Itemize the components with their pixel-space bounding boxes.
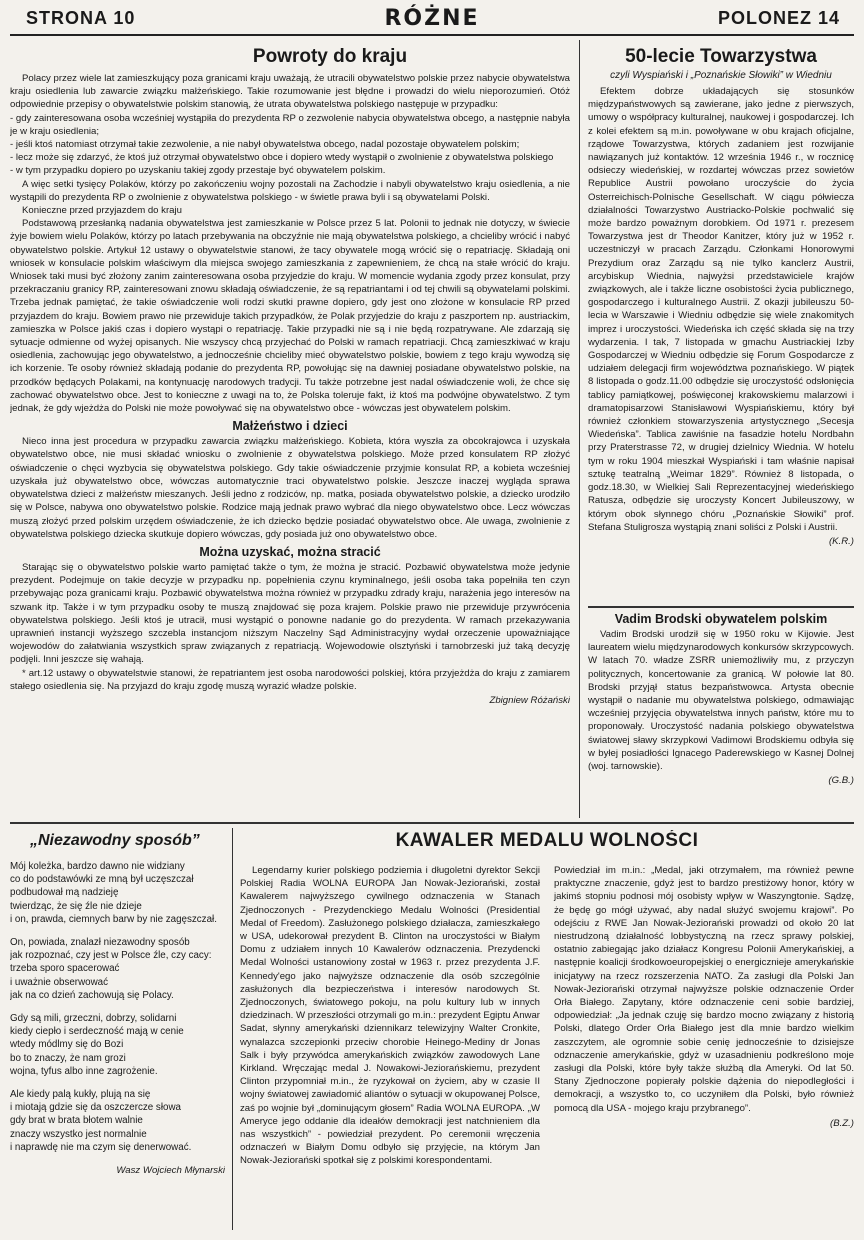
poem-line: gdy brat w brata błotem walnie — [10, 1115, 143, 1127]
article-column-2 — [554, 864, 854, 1130]
footnote: * art.12 ustawy o obywatelstwie stanowi, że repatriantem jest osoba narodowości polskiej, która przyjeżdża do kraju z zamiarem stałego osiedlenia się. Na przyjazd do kraju zgodę muszą wyrazić władze polskie. — [10, 667, 570, 692]
poem-line: kiedy ciepło i serdeczność mają w cenie — [10, 1026, 184, 1038]
article-body — [10, 435, 570, 541]
article-kawaler — [240, 830, 854, 1230]
list-item: - gdy zainteresowana osoba wcześniej wystąpiła do prezydenta RP o zezwolenie nabycia obywatelstwa obcego, a następnie nabyła je w kraju osiedlenia; — [10, 112, 570, 137]
list-item: - jeśli ktoś natomiast otrzymał takie zezwolenie, a nie nabył obywatelstwa obcego, nadal pozostaje obywatelem polskim; — [10, 139, 520, 151]
article-body — [10, 561, 570, 693]
article-brodski — [588, 612, 854, 814]
poem-title: „Niezawodny sposób” — [30, 832, 200, 849]
author-signature: (B.Z.) — [830, 1117, 854, 1129]
paragraph: Efektem dobrze układających się stosunków międzypaństwowych są zawierane, jako jedne z pierwszych, umowy o współpracy kulturalnej, naukowej i gospodarczej. Ich z kolei efektem są m.in. powoływane w obu krajach oficjalne, rządowe Towarzystwa, których zadaniem jest rozwijanie nawiązanych już kontaktów. 12 września 1946 r., w rocznicę odsieczy wiedeńskiej, w rozdartej wówczas przez sowietów Republice Austrii powołano uroczyście do życia Osterreichisch-Polnische Gesellschaft. W ciągu półwiecza działalności Towarzystwo Austriacko-Polskie pochwalić się może bardzo poważnym dorobkiem. Od 1971 r. prezesem Towarzystwa jest dr Theodor Kanitzer, który już w 1952 r. uczestniczył w pracach Zarządu. Członkami Honorowymi Prezydium oraz Zarządu są nie tylko kanclerz Austrii, arcybiskup Wiednia, najwyżsi przedstawiciele krajów związkowych, ale i także liczne osobistości życia publicznego, gospodarczego i kulturalnego Austrii. Z okazji jubileuszu 50-lecia w Warszawie i Wiedniu odbędzie się wiele znakomitych imprez i uroczystości. Wiedeńska ich część składa się na trzy wydarzenia. I tak, 7 listopada w gmachu Austriackiej Izby Gospodarczej w Wiedniu odbędzie się Forum Gospodarcze z udziałem delegacji firm województwa poznańskiego. W piątek 8 listopada o godz.11.00 odbędzie się uroczystość odsłonięcia tablicy pamiątkowej, poświęconej krakowskiemu malarzowi i dramatopisarzowi Stanisławowi Wyspiańskiemu, który był również członkiem stowarzyszenia artystycznego „Secesja Wiedeńska”. Tablica zawiśnie na fasadzie hotelu Nordbahn przy Praterstrasse 72, w drugiej dzielnicy Wiednia. W hotelu tym w roku 1904 mieszkał Wyspiański i tam właśnie napisał sztukę teatralną „Weimar 1829”. Również 8 listopada, o godz.18.30, w Wielkiej Sali Reprezentacyjnej wiedeńskiego Ratusza, odbędzie się uroczysty Koncert Jubileuszowy, w którym obok słynnego chóru „Poznańskie Słowiki” prof. Stefana Stuligrosza wystąpią znani soliści z Polski i Austrii. — [588, 86, 854, 533]
poem-signature: Wasz Wojciech Młynarski — [116, 1165, 225, 1177]
poem-line: Gdy są mili, grzeczni, dobrzy, solidarni — [10, 1013, 177, 1025]
article-body — [10, 72, 570, 415]
article-title: Powroty do kraju — [252, 46, 408, 67]
poem-stanza — [10, 860, 225, 926]
poem-line: znaczy wszystko jest normalnie — [10, 1128, 147, 1140]
poem-line: wojna, tyfus albo inne zagrożenie. — [10, 1065, 158, 1077]
paragraph: Podstawową przesłanką nadania obywatelstwa jest zamieszkanie w Polsce przez 5 lat. Polonii to jednak nie dotyczy, w świecie żyje bowiem wielu Polaków, którzy po latach przebywania na obczyźnie nie mają obywatelstwa polskiego, a chcieliby wrócić i nabyć obywatelstwo polskie. Artykuł 12 ustawy o obywatelstwie stanowi, że tacy obywatele mogą wrócić się o repatriację. Składają oni wniosek w konsulacie polskim właściwym dla miejsca swojego zamieszkania z zapewnieniem, że chcą na stałe wrócić do kraju. Wniosek taki musi być złożony zanim zainteresowana osoba przyjedzie do kraju. W momencie wydania zgody przez konsulat, przy przekraczaniu granicy RP, zainteresowani znowu składają oświadczenie, że są repatriantami i od tej chwili są obywatelami polskimi. Trzeba jednak pamiętać, że takie oświadczenie woli rodzi skutki prawne dopiero, gdy jest ono złożone w konsulacie RP przed przyjazdem do kraju. Bowiem prawo nie przewiduje takich przypadków, że Polak przyjedzie do kraju z paszportem np. austriackim, zamieszka w Polsce jakiś czas i dopiero wystąpi o repatriację. Takie przypadki nie są i nie będą rozpatrywane. Ale zdarzają się sytuacje odmienne od wyżej opisanych. Nie wszyscy chcą przyjechać do Polski w ramach repatriacji. Chcą zamieszkiwać w kraju osiedlenia, zachowując jego obywatelstwo, a jednocześnie chcieliby mieć obywatelstwo polskie, bowiem z tego kraju wywodzą się ich korzenie. Te osoby również składają podanie do prezydenta RP, powołując się na dawniej posiadane obywatelstwo polskie, na przodków będących Polakami, na kontynuację narodowych tradycji. Tu także potrzebne jest nadal oświadczenie woli, że chce się zachować obywatelstwo obce. Jest to konieczne z uwagi na to, że Polska toleruje fakt, iż ktoś ma podwójne obywatelstwo. Z tym jednak, że gdy wjeżdża do Polski nie może powoływać się na obywatelstwo obce - wówczas jest obywatelem polskim. — [10, 218, 570, 415]
article-subtitle: czyli Wyspiański i „Poznańskie Słowiki” w Wiedniu — [610, 70, 832, 81]
poem-line: podbudował mą nadzieję — [10, 887, 119, 899]
poem-line: Mój koleżka, bardzo dawno nie widziany — [10, 861, 185, 872]
page-number: STRONA 10 — [26, 8, 136, 28]
poem-box — [10, 832, 225, 1228]
article-title: 50-lecie Towarzystwa — [625, 46, 817, 67]
subheading-inline: Konieczne przed przyjazdem do kraju — [22, 205, 182, 217]
poem-line: jak na co dzień zachowują się Polacy. — [10, 989, 174, 1001]
subheading: Można uzyskać, można stracić — [199, 544, 381, 559]
subheading: Małżeństwo i dzieci — [232, 419, 348, 434]
list-item: - w tym przypadku dopiero po uzyskaniu takiej zgody przestaje być obywatelem polskim. — [10, 165, 386, 177]
paragraph: Vadim Brodski urodził się w 1950 roku w Kijowie. Jest laureatem wielu międzynarodowych konkursów skrzypcowych. W latach 70. władze ZSRR uniemożliwiły mu, z przyczyn politycznych, koncertowanie za granicą. W połowie lat 80. Brodski przyjął status bezpaństwowca. Artysta obecnie wystąpił o nadanie mu obywatelstwa polskiego, odmawiając wcześniej przyjęcia obywatelstwa innych państw, które mu to proponowały. Uroczystość nadania polskiego obywatelstwa światowej sławy skrzypkowi Vadimowi Brodskiemu odbyła się w byłej posiadłości Ignacego Paderewskiego w Kasnej Dolnej (woj. tarnowskie). — [588, 629, 854, 773]
article-title: Vadim Brodski obywatelem polskim — [614, 612, 828, 626]
paragraph: Powiedział im m.in.: „Medal, jaki otrzymałem, ma również pewne praktyczne znaczenie, gdyż jest to bardzo prestiżowy honor, który w jakimś stopniu podnosi mój osobisty wpływ w Waszyngtonie. Sądzę, że będę go mógł używać, aby nadal służyć swojemu krajowi”. Po odejściu z RWE Jan Nowak-Jeziorański prowadzi od około 20 lat niestrudzoną działalność lobbystyczną na rzecz sprawy polskiej, ostatnio zabiegając jako działacz Kongresu Polonii Amerykańskiej, a następnie koalicji środkowoeuropejskiej o energicznieje amerykańskie inicjatywy na rzecz rozszerzenia NATO. Za zasługi dla Polski Jan Nowak-Jeziorański otrzymał najwyższe polskie odznaczenie Order Orła Białego. Zapytany, które odznaczenie ceni sobie bardziej, odpowiedział: „Ja jednak czuję się bardzo mocno związany z historią Polski, dlatego Order Orła Białego jest dla mnie bardzo wielkim zaszczytem, ale ogromnie sobie cenię jednocześnie to dzisiejsze odznaczenie amerykańskie, gdyż w uzasadnieniu podkreślono moje zasługi dla Polski, które były także służbą dla Ameryki. Od lat 50. Stany Zjednoczone popierały polskie dążenia do niepodległości i demokracji, a wszystko to, co uczyniłem dla Polski, było również pomocą dla USA - mojego kraju przybranego”. — [554, 865, 854, 1114]
poem-line: wtedy módlmy się do Bozi — [10, 1039, 124, 1051]
article-title: KAWALER MEDALU WOLNOŚCI — [395, 830, 699, 851]
article-body — [588, 85, 854, 534]
list-item: - lecz może się zdarzyć, że ktoś już otrzymał obywatelstwo obce i dopiero wtedy wystąpił o zwolnienie z obywatelstwa polskiego — [10, 152, 554, 164]
article-column-1 — [240, 864, 540, 1168]
section-title: RÓŻNE — [384, 6, 480, 31]
poem-stanza — [10, 936, 225, 1002]
paragraph: A więc setki tysięcy Polaków, którzy po zakończeniu wojny pozostali na Zachodzie i nabyli obywatelstwo kraju osiedlenia, a nie wystąpili do prezydenta RP o zwolnienie z obywatelstwa polskiego - w świetle prawa byli i są obywatelami Polski. — [10, 178, 570, 203]
poem-line: jak rozpoznać, czy jest w Polsce źle, czy cacy: — [10, 950, 212, 962]
paragraph: Nieco inna jest procedura w przypadku zawarcia związku małżeńskiego. Kobieta, która wyszła za obcokrajowca i uzyskała obywatelstwo obce, nie musi składać wniosku o zwolnienie z obywatelstwa polskiego. Może przed konsulatem RP złożyć oświadczenie o chęci wyzbycia się obywatelstwa polskiego. Gdy takie oświadczenie przyjmie konsulat RP, a kobieta wcześniej uzyskała już obywatelstwo obce, wówczas automatycznie traci obywatelstwo polskie. Jeszcze inaczej wygląda sprawa obywatelstwa dzieci z małżeństw mieszanych. Jeśli jedno z rodziców, np. matka, posiada obywatelstwo polskie, a dziecko urodziło się w Polsce, nabywa ono obywatelstwo polskie. Rodzice mają jednak prawo wybrać dla niego obywatelstwo obce. Lecz wówczas muszą złożyć przed polskim urzędem oświadczenie, że ich dziecko będzie posiadać obywatelstwo obce. Ale uwaga, zwolnienie z obywatelstwa polskiego dziecka skutkuje dopiero wówczas, gdy posiada już ono obywatelstwo obce. — [10, 436, 570, 540]
poem-line: i uważnie obserwować — [10, 976, 109, 988]
poem-line: i naprawdę nie ma czym się denerwować. — [10, 1141, 192, 1153]
article-body — [588, 628, 854, 773]
poem-stanza — [10, 1088, 225, 1154]
poem-line: twierdząc, że się źle nie dzieje — [10, 900, 142, 912]
poem-stanza — [10, 1012, 225, 1078]
poem-line: i miotają gdzie się da oszczercze słowa — [10, 1102, 181, 1114]
page-header — [10, 6, 854, 36]
author-signature: Zbigniew Różański — [489, 694, 570, 706]
paragraph: Polacy przez wiele lat zamieszkujący poza granicami kraju uważają, że utracili obywatelstwo polskie przez nabycie obywatelstwa kraju osiedlenia lub zawarcie związku małżeńskiego. Takie rozumowanie jest błędne i prowadzi do wielu nieporozumień. Otóż odpowiednie przepisy o obywatelstwie polskim stanowią, że utrata obywatelstwa polskiego następuje w przypadku: — [10, 73, 570, 111]
section-divider — [588, 606, 854, 608]
poem-line: bo to znaczy, że nam grozi — [10, 1052, 126, 1064]
issue-number: POLONEZ 14 — [717, 8, 840, 28]
article-powroty — [10, 46, 570, 812]
poem-body — [10, 860, 225, 1177]
paragraph: Legendarny kurier polskiego podziemia i długoletni dyrektor Sekcji Polskiej Radia WOLNA EUROPA Jan Nowak-Jeziorański, został Kawalerem najwyższego cywilnego odznaczenia w Stanach Zjednoczonych - Prezydenckiego Medalu Wolności (Presidential Medal of Freedom). Zasłużonego polskiego działacza, zamieszkałego w USA, udekorował prezydent B. Clinton na uroczystości w Białym Domu z udziałem innych 10 Kawalerów odznaczenia. Prezydencki Medal Wolności ustanowiony został w 1963 r. przez prezydenta J.F. Kennedy'ego jako najwyższe odznaczenie dla osób szczególnie zasłużonych dla bezpieczeństwa i interesów narodowych St. Zjednoczonych, światowego pokoju, na polu kultury lub w innych dziedzinach. W przeszłości otrzymali go m.in.: prezydent Egiptu Anwar Sadat, słynny amerykański dziennikarz telewizyjny Walter Cronkite, wynalazca szczepionki przeciw chorobie Heinego-Mediny dr Jonas Salk i były przywódca amerykańskich związków zawodowych Lane Kirkland. Wręczając medal J. Nowakowi-Jeziorańskiemu, prezydent Clinton przypomniał m.in., że ryzykował on życiem, aby w czasie II wojny światowej zawiadomić aliantów o sytuacji w okupowanej Polsce, zaś po wojnie był „dominującym głosem” Radia WOLNA EUROPA. „W Ameryce jego oddanie dla ideałów demokracji jest natchnieniem dla nas wszystkich” - powiedział prezydent. Po ceremonii wręczenia odznaczeń w Białym Domu odbyło się przyjęcie, na którym Jan Nowak-Jeziorański spotkał się z polskimi korespondentami. — [240, 865, 540, 1167]
author-signature: (G.B.) — [828, 775, 854, 787]
poem-line: trzeba sporo spacerować — [10, 963, 120, 975]
poem-line: On, powiada, znalazł niezawodny sposób — [10, 937, 190, 949]
column-divider — [579, 40, 580, 818]
poem-line: co do podstawówki ze mną był uczęszczał — [10, 874, 194, 886]
author-signature: (K.R.) — [828, 535, 854, 547]
article-50-lecie — [588, 46, 854, 602]
poem-line: i on, prawda, ciemnych barw by nie zagęszczał. — [10, 913, 217, 925]
paragraph: Starając się o obywatelstwo polskie warto pamiętać także o tym, że można je stracić. Pozbawić obywatelstwa może jedynie prezydent. Podejmuje on takie decyzje w przypadku np. popełnienia czynu kryminalnego, jeśli osoba taka popełniła ten czyn przebywając poza granicami kraju. Pozbawić obywatelstwa można również w przypadku zdrady kraju, narażenia jego interesów na szwank itp. Także i w tym przypadku osoby te muszą znajdować się poza krajem. Polskie prawo nie przewiduje przywrócenia obywatelstwa polskiego. Jeśli ktoś je utracił, musi wystąpić o ponowne nadanie go do prezydenta. W ramach przekazywania uprawnień instancji wyższego szczebla instancjom niższym Naczelny Sąd Administracyjny wydał orzeczenie upoważniające wojewodów do załatwiania wszystkich spraw związanych z repatriacją. Wojewodowie olsztyński i tarnobrzeski już taką decyzję podjęli. Inni jeszcze się wahają. — [10, 561, 570, 666]
poem-line: Ale kiedy palą kukły, plują na się — [10, 1089, 151, 1101]
section-divider — [10, 822, 854, 824]
column-divider — [232, 828, 233, 1230]
